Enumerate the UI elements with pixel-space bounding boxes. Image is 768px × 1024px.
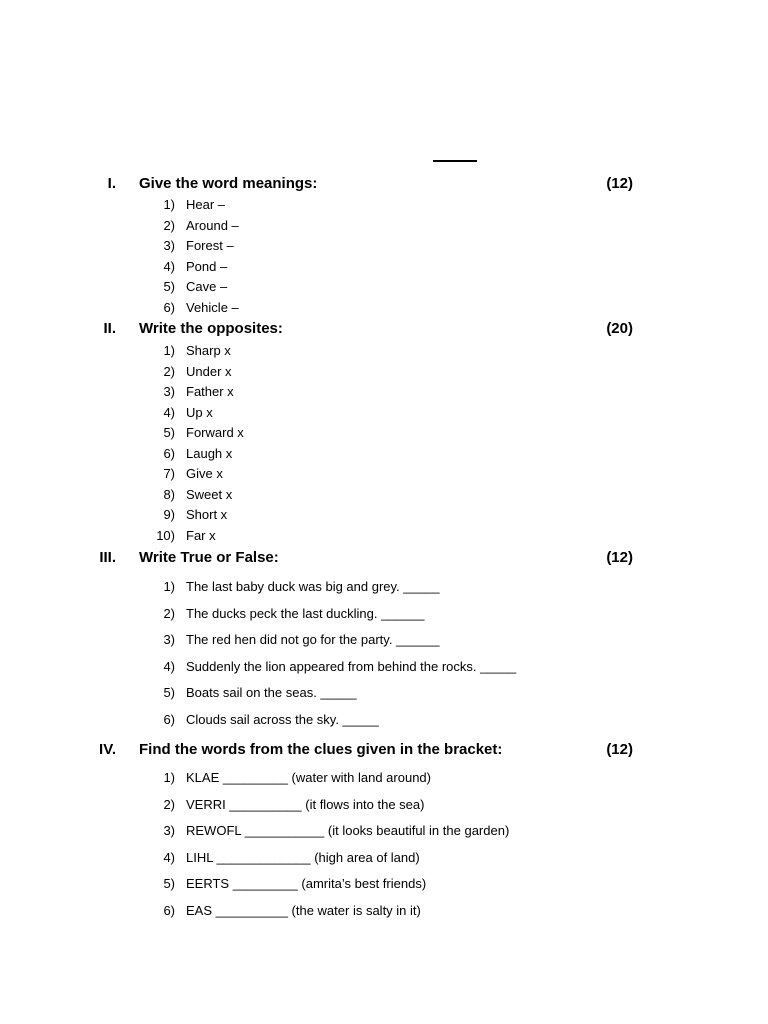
item-text: Clouds sail across the sky. _____ <box>186 711 379 727</box>
question-item <box>0 818 768 845</box>
item-text: Under x <box>186 363 232 379</box>
item-text: The red hen did not go for the party. ______ <box>186 632 440 648</box>
question-item <box>0 654 768 681</box>
section-marks: (12) <box>606 549 633 566</box>
section-title: Write True or False: <box>139 549 279 566</box>
item-text: The last baby duck was big and grey. _____ <box>186 579 440 594</box>
section-opposites <box>0 318 768 546</box>
item-text: Cave – <box>186 279 228 294</box>
question-item <box>0 236 768 257</box>
section-number: III. <box>99 549 116 566</box>
item-number: 9) <box>163 507 175 522</box>
item-text: Sweet x <box>186 486 233 502</box>
question-item <box>0 403 768 424</box>
item-number: 2) <box>163 796 175 812</box>
item-text: VERRI __________ (it flows into the sea) <box>186 796 425 812</box>
item-number: 5) <box>163 685 175 701</box>
question-item <box>0 765 768 792</box>
question-item <box>0 871 768 898</box>
section-title: Give the word meanings: <box>139 175 318 192</box>
item-text: KLAE _________ (water with land around) <box>186 770 431 785</box>
question-item <box>0 680 768 707</box>
item-number: 10) <box>156 527 175 543</box>
section-marks: (20) <box>606 320 633 337</box>
item-number: 1) <box>163 197 175 212</box>
item-number: 3) <box>163 238 175 253</box>
question-item <box>0 601 768 628</box>
item-text: Forest – <box>186 238 234 253</box>
question-item <box>0 898 768 925</box>
item-text: Pond – <box>186 258 228 274</box>
item-text: EAS __________ (the water is salty in it) <box>186 902 421 918</box>
item-number: 5) <box>163 876 175 892</box>
item-number: 3) <box>163 823 175 839</box>
question-item <box>0 298 768 319</box>
section-word-meanings <box>0 173 768 318</box>
item-text: Short x <box>186 507 228 522</box>
question-item <box>0 195 768 216</box>
question-item <box>0 382 768 403</box>
item-text: Around – <box>186 217 239 233</box>
item-number: 1) <box>163 343 175 358</box>
item-number: 4) <box>163 658 175 674</box>
section-number: I. <box>107 175 116 192</box>
item-number: 1) <box>163 770 175 785</box>
item-text: EERTS _________ (amrita’s best friends) <box>186 876 427 892</box>
item-number: 8) <box>163 486 175 502</box>
question-item <box>0 444 768 465</box>
item-number: 3) <box>163 632 175 648</box>
question-item <box>0 485 768 506</box>
question-item <box>0 526 768 547</box>
question-item <box>0 464 768 485</box>
section-marks: (12) <box>606 741 633 758</box>
item-text: LIHL _____________ (high area of land) <box>186 849 420 865</box>
item-text: Forward x <box>186 425 244 440</box>
item-number: 4) <box>163 404 175 420</box>
question-item <box>0 627 768 654</box>
section-header <box>0 739 768 761</box>
question-item <box>0 341 768 362</box>
item-text: Boats sail on the seas. _____ <box>186 685 357 701</box>
question-item <box>0 707 768 734</box>
item-number: 2) <box>163 217 175 233</box>
item-number: 6) <box>163 299 175 315</box>
question-item <box>0 845 768 872</box>
item-number: 5) <box>163 425 175 440</box>
question-list <box>0 765 768 925</box>
section-header <box>0 173 768 195</box>
item-number: 1) <box>163 579 175 594</box>
section-marks: (12) <box>606 175 633 192</box>
question-item <box>0 216 768 237</box>
section-number: II. <box>103 320 116 337</box>
question-list <box>0 341 768 546</box>
section-header <box>0 547 768 569</box>
section-find-words <box>0 739 768 925</box>
question-item <box>0 505 768 526</box>
item-number: 3) <box>163 384 175 399</box>
question-item <box>0 277 768 298</box>
section-true-false <box>0 547 768 734</box>
item-number: 6) <box>163 445 175 461</box>
question-item <box>0 362 768 383</box>
item-number: 7) <box>163 466 175 481</box>
question-list <box>0 195 768 318</box>
item-text: Sharp x <box>186 343 231 358</box>
question-item <box>0 574 768 601</box>
item-number: 5) <box>163 279 175 294</box>
item-text: Hear – <box>186 197 226 212</box>
item-text: Vehicle – <box>186 299 239 315</box>
item-number: 6) <box>163 711 175 727</box>
section-title: Write the opposites: <box>139 320 283 337</box>
question-item <box>0 792 768 819</box>
item-text: Suddenly the lion appeared from behind the rocks. _____ <box>186 658 517 674</box>
item-text: Far x <box>186 527 216 543</box>
item-number: 2) <box>163 363 175 379</box>
section-title: Find the words from the clues given in the bracket: <box>139 741 503 758</box>
item-number: 4) <box>163 258 175 274</box>
item-text: Up x <box>186 404 213 420</box>
section-number: IV. <box>99 741 116 758</box>
item-text: Give x <box>186 466 223 481</box>
item-number: 4) <box>163 849 175 865</box>
item-text: REWOFL ___________ (it looks beautiful in the garden) <box>186 823 510 839</box>
item-number: 2) <box>163 605 175 621</box>
item-text: Laugh x <box>186 445 233 461</box>
section-header <box>0 318 768 340</box>
item-text: Father x <box>186 384 234 399</box>
item-text: The ducks peck the last duckling. ______ <box>186 605 425 621</box>
question-item <box>0 257 768 278</box>
question-item <box>0 423 768 444</box>
title-underline <box>433 160 477 162</box>
item-number: 6) <box>163 902 175 918</box>
question-list <box>0 574 768 734</box>
